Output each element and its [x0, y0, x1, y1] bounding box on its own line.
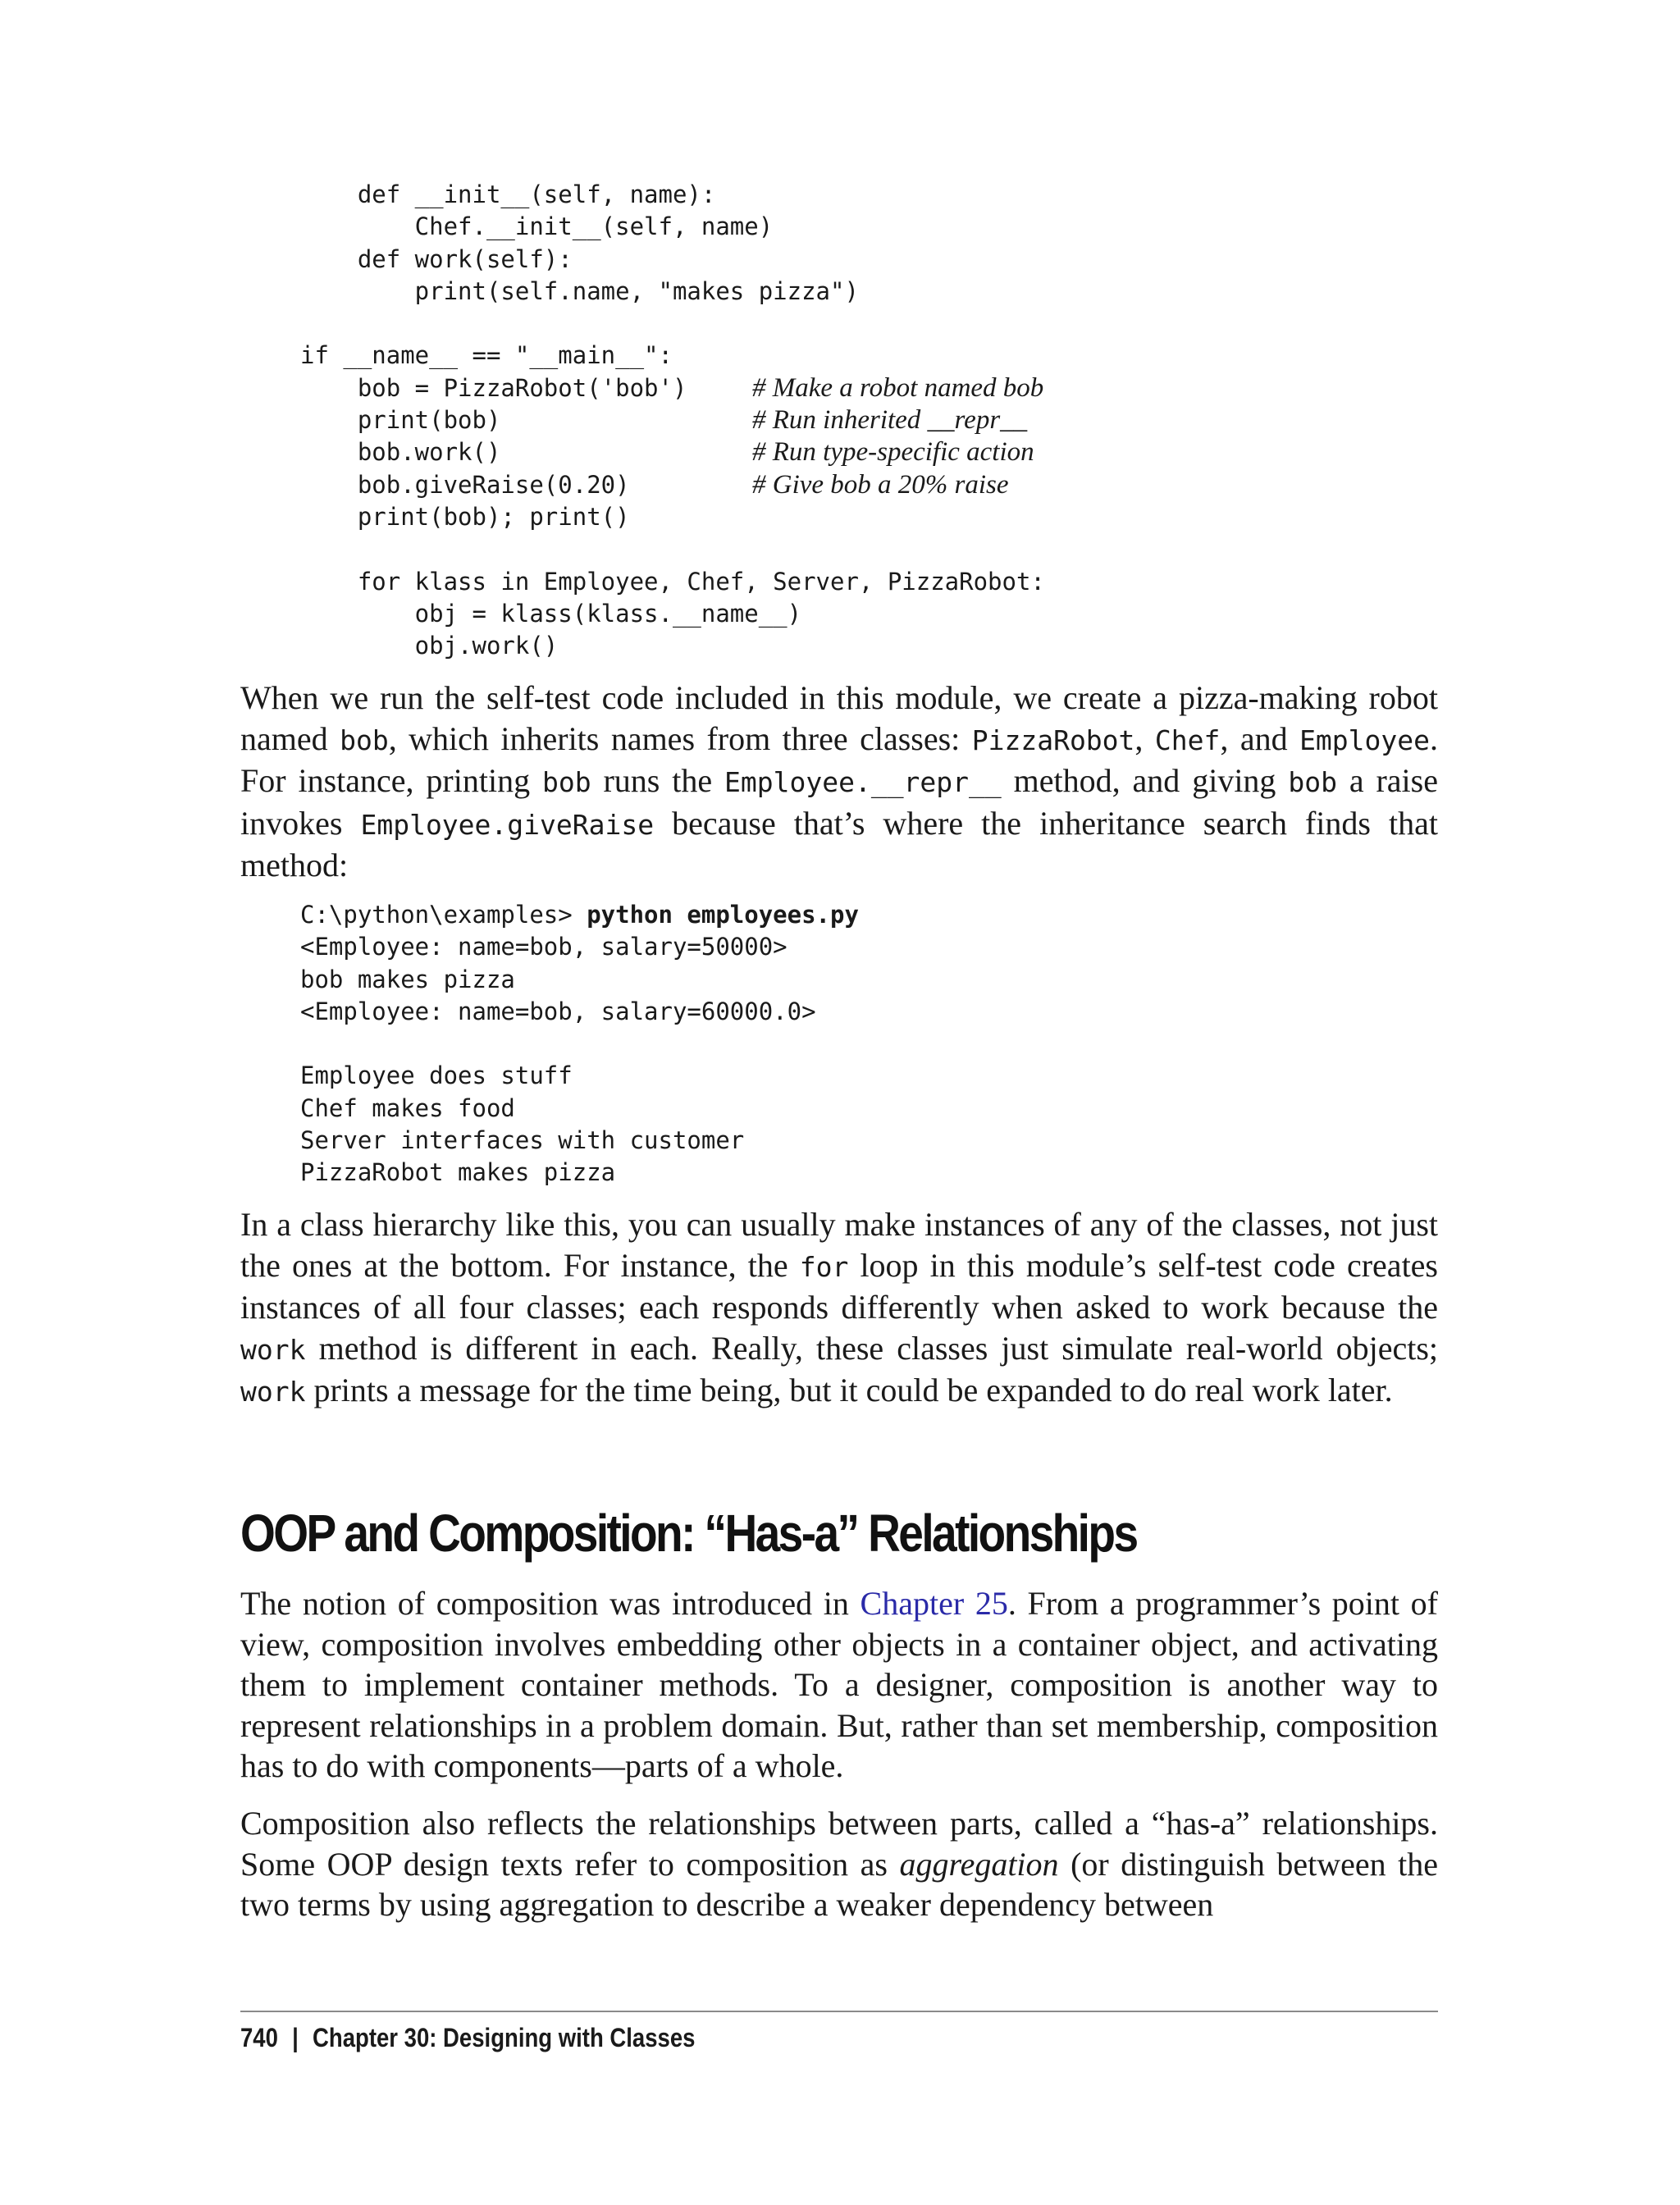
text-run: a raise invokes [240, 762, 1438, 842]
body-paragraph [240, 1583, 1438, 1787]
code-line: def __init__(self, name): [300, 180, 716, 208]
text-run: method, and giving [1001, 762, 1289, 800]
body-paragraph [240, 1204, 1438, 1413]
code-line: if __name__ == "__main__": [300, 341, 673, 370]
code-text: bob = PizzaRobot('bob') [300, 373, 687, 402]
text-run: . For instance, printing [240, 719, 1439, 800]
inline-code: for [799, 1250, 849, 1283]
code-comment: # Run inherited __repr__ [752, 405, 1028, 436]
code-line: def work(self): [300, 244, 573, 273]
inline-code: bob [340, 724, 389, 756]
text-run: , which inherits names from three classes: [388, 719, 972, 757]
text-run: (or distinguish between the two terms by using aggregation to describe a weaker dependency between [240, 1845, 1438, 1924]
code-line: <Employee: name=bob, salary=50000> [300, 933, 788, 961]
code-line: obj.work() [300, 632, 559, 660]
body-paragraph [240, 1803, 1438, 1925]
footer-separator: | [292, 2023, 299, 2052]
page-footer [240, 2023, 695, 2053]
code-line [300, 372, 1045, 404]
code-comment: # Make a robot named bob [752, 372, 1044, 403]
code-line: obj = klass(klass.__name__) [300, 599, 802, 628]
text-run: Composition also reflects the relationships between parts, called a “has-a” relationships. Some OOP design texts refer to composition as [240, 1805, 1438, 1883]
inline-code: Employee.giveRaise [360, 808, 655, 841]
page-number: 740 [240, 2023, 278, 2052]
code-line: Chef.__init__(self, name) [300, 212, 774, 241]
code-line: print(bob); print() [300, 502, 630, 531]
code-line [300, 436, 1045, 468]
code-line: Employee does stuff [300, 1061, 573, 1090]
code-line [300, 308, 1045, 340]
text-run: , [1134, 719, 1155, 757]
emphasis: aggregation [899, 1845, 1059, 1883]
shell-prompt: C:\python\examples> [300, 901, 587, 929]
code-line: PizzaRobot makes pizza [300, 1158, 616, 1187]
running-chapter-title: Chapter 30: Designing with Classes [313, 2023, 696, 2052]
code-line: <Employee: name=bob, salary=60000.0> [300, 997, 816, 1025]
code-line: for klass in Employee, Chef, Server, PizzaRobot: [300, 567, 1045, 596]
code-comment: # Run type-specific action [752, 437, 1034, 468]
code-line: Chef makes food [300, 1093, 515, 1122]
code-line [300, 899, 859, 931]
code-line [300, 1028, 859, 1060]
inline-code: Employee [1299, 724, 1431, 756]
code-line [300, 469, 1045, 501]
inline-code: work [240, 1376, 306, 1408]
text-run: In a class hierarchy like this, you can usually make instances of any of the classes, not just the ones at the bottom. For instance, the [240, 1206, 1438, 1284]
shell-command: python employees.py [587, 901, 859, 929]
section-heading: OOP and Composition: “Has-a” Relationships [240, 1504, 1137, 1563]
code-block-output [300, 899, 859, 1189]
inline-code: work [240, 1333, 306, 1366]
code-line: bob makes pizza [300, 965, 515, 993]
code-block-self-test [300, 179, 1045, 662]
inline-code: Chef [1154, 724, 1221, 756]
code-line: Server interfaces with customer [300, 1126, 745, 1155]
text-run: loop in this module’s self-test code creates instances of all four classes; each responds differently when asked to work because the [240, 1246, 1438, 1326]
code-line: print(self.name, "makes pizza") [300, 276, 859, 305]
text-run: When we run the self-test code included in this module, we create a pizza-making robot named [240, 679, 1438, 757]
code-comment: # Give bob a 20% raise [752, 469, 1009, 500]
text-run: . From a programmer’s point of view, composition involves embedding other objects in a container object, and activating them to implement container methods. To a designer, composition is another way to represent relationships in a problem domain. But, rather than set membership, composition has to do with components—parts of a whole. [240, 1585, 1439, 1785]
text-run: , and [1220, 719, 1300, 757]
inline-code: PizzaRobot [971, 724, 1135, 756]
text-run: method is different in each. Really, these classes just simulate real-world objects; [305, 1329, 1438, 1367]
chapter-link[interactable]: Chapter 25 [860, 1585, 1008, 1622]
code-line [300, 404, 1045, 436]
inline-code: bob [541, 766, 591, 799]
inline-code: bob [1288, 766, 1337, 799]
body-paragraph [240, 678, 1438, 886]
inline-code: Employee.__repr__ [724, 766, 1002, 799]
code-text: bob.giveRaise(0.20) [300, 470, 630, 499]
text-run: because that’s where the inheritance search finds that method: [240, 804, 1438, 884]
code-text: print(bob) [300, 406, 501, 435]
text-run: prints a message for the time being, but it could be expanded to do real work later. [305, 1372, 1393, 1409]
text-run: The notion of composition was introduced in [240, 1585, 861, 1622]
code-line [300, 533, 1045, 565]
footer-rule [240, 2011, 1438, 2012]
code-text: bob.work() [300, 438, 501, 467]
text-run: runs the [591, 762, 725, 800]
